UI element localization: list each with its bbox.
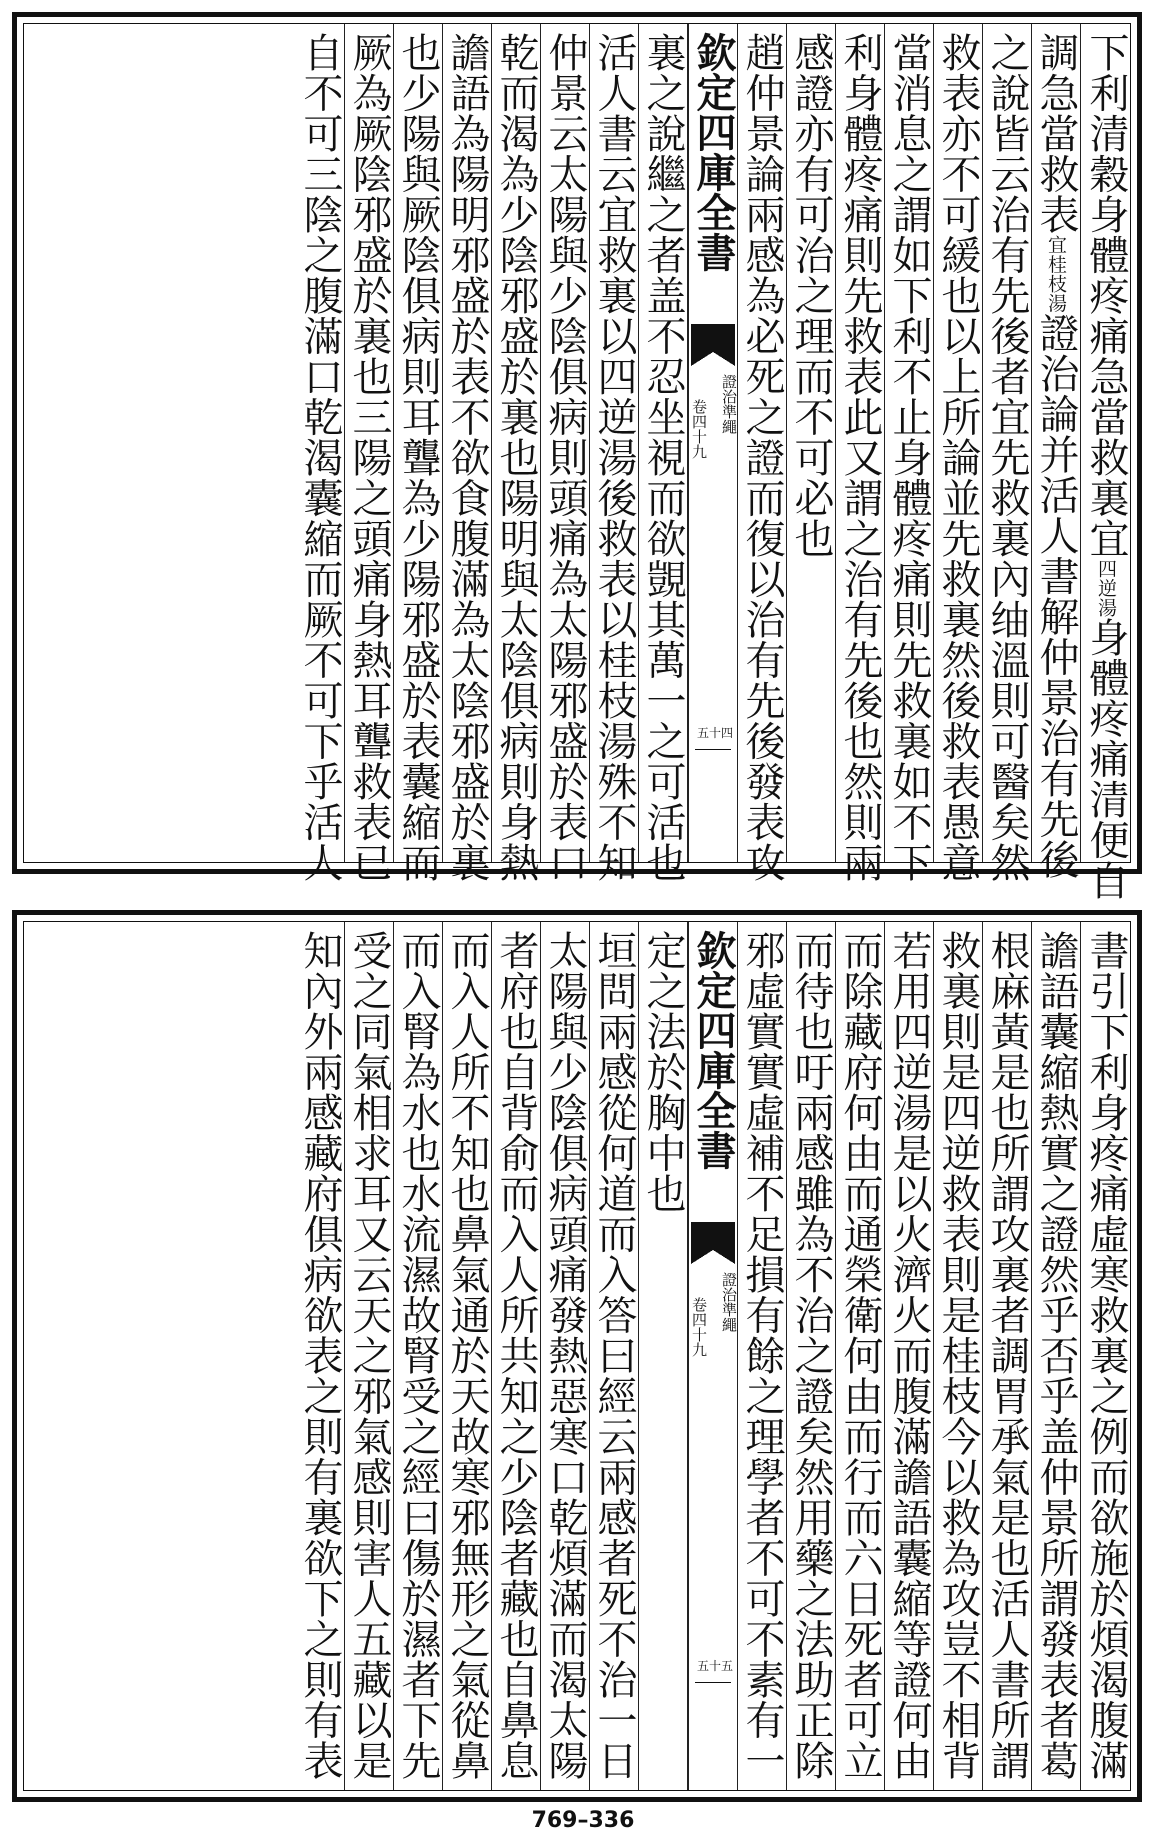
text-column: [394, 24, 443, 883]
column-text: 感證亦有可治之理而不可必也: [788, 32, 834, 559]
column-text: 若用四逆湯是以火濟火而腹滿譫語囊縮等證何由: [886, 930, 932, 1781]
page-footer-number: 769–336: [531, 1808, 635, 1833]
column-text: 救裏則是四逆救表則是桂枝今以救為攻豈不相背: [935, 930, 981, 1781]
text-column: [296, 922, 345, 1790]
text-column: [1081, 922, 1130, 1790]
annotation-small: 宜桂枝湯: [1045, 234, 1067, 313]
column-text: 調急當救表: [1033, 32, 1079, 235]
book-title: 證治準繩: [720, 374, 738, 434]
text-column: [541, 24, 590, 883]
center-fold-column: [688, 922, 738, 1790]
page-number: 五十五: [697, 1659, 734, 1673]
text-column: [345, 24, 394, 883]
text-column: [836, 922, 885, 1790]
text-column: [492, 24, 541, 883]
column-text: 者府也自背俞而入人所共知之少陰者藏也自鼻息: [493, 930, 539, 1781]
text-column: [394, 922, 443, 1790]
column-text: 太陽與少陰俱病頭痛發熱惡寒口乾煩滿而渴太陽: [542, 930, 588, 1781]
column-text: 定之法於胸中也: [640, 930, 686, 1214]
text-column: [492, 922, 541, 1790]
text-column: [1032, 24, 1081, 880]
column-text: 當消息之謂如下利不止身體疼痛則先救裏如不下: [886, 32, 932, 883]
column-text: 裏之說繼之者盖不忍坐視而欲覬其萬一之可活也: [640, 32, 686, 883]
panel-bottom-frame: [23, 921, 1131, 1791]
text-column: [885, 922, 934, 1790]
text-column: [934, 24, 983, 883]
text-column: [1032, 922, 1081, 1790]
column-text: 而待也吁兩感雖為不治之證矣然用藥之法助正除: [788, 930, 834, 1781]
fish-tail-mark: [691, 324, 735, 352]
text-column: [345, 922, 394, 1790]
column-text: 仲景云太陽與少陰俱病則頭痛為太陽邪盛於表口: [542, 32, 588, 883]
page-panel-top: [12, 12, 1142, 901]
column-text: 乾而渴為少陰邪盛於裏也陽明與太陰俱病則身熱: [493, 32, 539, 883]
column-text: 趙仲景論兩感為必死之證而復以治有先後發表攻: [739, 32, 785, 883]
library-title: 欽定四庫全書: [690, 930, 737, 1170]
column-text: 受之同氣相求耳又云天之邪氣感則害人五藏以是: [346, 930, 392, 1781]
column-text: 書引下利身疼痛虛寒救裏之例而欲施於煩渴腹滿: [1083, 930, 1129, 1781]
text-column: [590, 24, 639, 883]
text-column: [541, 922, 590, 1790]
text-column: [590, 922, 639, 1790]
text-column: [639, 24, 688, 883]
text-column: [787, 24, 836, 862]
column-text: 而除藏府何由而通榮衛何由而行而六日死者可立: [837, 930, 883, 1781]
column-text: 也少陽與厥陰俱病則耳聾為少陽邪盛於表囊縮而: [395, 32, 441, 883]
volume-number: 卷四十九: [690, 399, 708, 459]
page-number: 五十四: [697, 726, 734, 740]
text-column: [983, 24, 1032, 883]
text-column: [639, 922, 688, 1790]
text-column: [885, 24, 934, 883]
fish-tail-mark: [691, 1222, 735, 1250]
text-column: [296, 24, 345, 883]
column-text: 身體疼痛清便自: [1083, 617, 1129, 901]
column-text: 厥為厥陰邪盛於裏也三陽之頭痛身熱耳聾救表已: [346, 32, 392, 883]
text-column: [934, 922, 983, 1790]
text-column: [738, 922, 787, 1790]
column-text: 知內外兩感藏府俱病欲表之則有裏欲下之則有表: [297, 930, 343, 1781]
book-title: 證治準繩: [720, 1272, 738, 1332]
divider: [695, 749, 731, 750]
annotation-small: 四逆湯: [1095, 558, 1117, 617]
column-text: 利身體疼痛則先救表此又謂之治有先後也然則兩: [837, 32, 883, 883]
column-text: 證治論并活人書解仲景治有先後: [1033, 312, 1079, 880]
column-text: 自不可三陰之腹滿口乾渴囊縮而厥不可下乎活人: [297, 32, 343, 883]
column-text: 下利清穀身體疼痛急當救裏宜: [1083, 32, 1129, 559]
center-fold-column: [688, 24, 738, 862]
volume-number: 卷四十九: [690, 1297, 708, 1357]
text-column: [443, 24, 492, 883]
divider: [695, 1682, 731, 1683]
column-text: 救表亦不可緩也以上所論並先救裏然後救表愚意: [935, 32, 981, 883]
column-text: 邪虛實實虛補不足損有餘之理學者不可不素有一: [739, 930, 785, 1781]
panel-top-frame: [23, 23, 1131, 901]
text-column: [738, 24, 787, 883]
text-column: [1081, 24, 1130, 901]
page-panel-bottom: [12, 910, 1142, 1802]
column-text: 而入人所不知也鼻氣通於天故寒邪無形之氣從鼻: [444, 930, 490, 1781]
text-column: [836, 24, 885, 883]
column-text: 垣問兩感從何道而入答曰經云兩感者死不治一日: [591, 930, 637, 1781]
column-text: 活人書云宜救裏以四逆湯後救表以桂枝湯殊不知: [591, 32, 637, 883]
column-text: 譫語囊縮熱實之證然乎否乎盖仲景所謂發表者葛: [1033, 930, 1079, 1781]
text-column: [983, 922, 1032, 1790]
text-column: [787, 922, 836, 1790]
column-text: 而入腎為水也水流濕故腎受之經曰傷於濕者下先: [395, 930, 441, 1781]
column-text: 根麻黃是也所謂攻裏者調胃承氣是也活人書所謂: [984, 930, 1030, 1781]
column-text: 之說皆云治有先後者宜先救裏內䌷溫則可醫矣然: [984, 32, 1030, 883]
text-column: [443, 922, 492, 1790]
column-text: 譫語為陽明邪盛於表不欲食腹滿為太陰邪盛於裏: [444, 32, 490, 883]
library-title: 欽定四庫全書: [690, 32, 737, 272]
